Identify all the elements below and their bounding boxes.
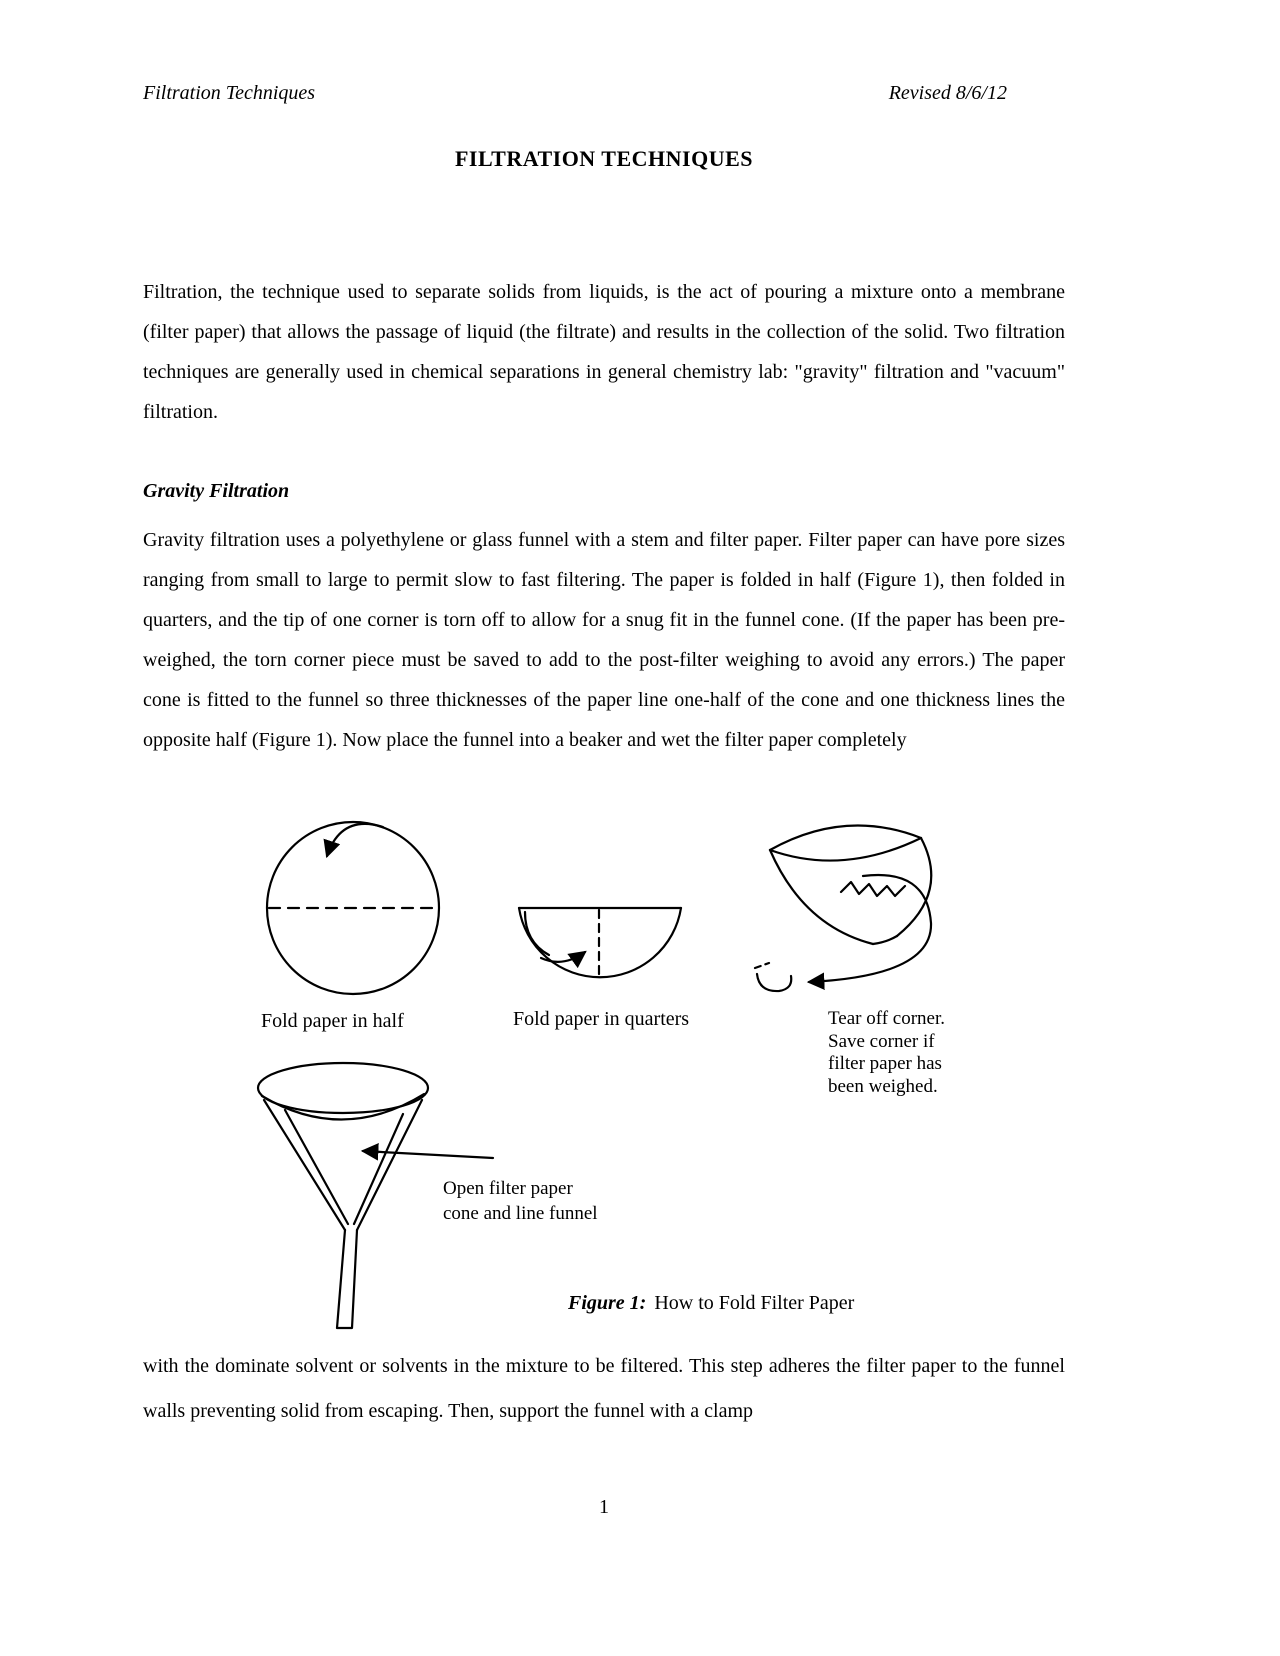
continuation-paragraph: with the dominate solvent or solvents in the mixture to be filtered. This step adheres the filter paper to the funnel walls preventing solid from escaping. Then, support the funnel with a clamp [143,1355,1065,1422]
caption-line: filter paper has [828,1053,942,1074]
figure-caption-label: Figure 1: [568,1292,647,1314]
annotation-line: cone and line funnel [443,1203,598,1224]
caption-tear-corner [828,1008,945,1098]
gravity-filtration-paragraph: Gravity filtration uses a polyethylene or glass funnel with a stem and filter paper. Filter paper can have pore sizes ranging from small to large to permit slow to fast filtering. The paper is folded in half (Figure 1), then folded in quarters, and the tip of one corner is torn off to allow for a snug fit in the funnel cone. (If the paper has been pre-weighed, the torn corner piece must be saved to add to the post-filter weighing to avoid any errors.) The paper cone is fitted to the funnel so three thicknesses of the paper line one-half of the cone and one thickness lines the opposite half (Figure 1). Now place the funnel into a beaker and wet the filter paper completely [143,529,1065,751]
page-number: 1 [599,1496,609,1518]
figure-caption [568,1292,854,1315]
figure-1 [143,808,1065,1353]
document-content [143,0,1065,1656]
intro-paragraph: Filtration, the technique used to separate solids from liquids, is the act of pouring a mixture onto a membrane (filter paper) that allows the passage of liquid (the filtrate) and results in the collection of the solid. Two filtration techniques are generally used in chemical separations in general chemistry lab: "gravity" filtration and "vacuum" filtration. [143,281,1065,423]
caption-line: Save corner if [828,1030,935,1052]
annotation-line: Open filter paper [443,1178,573,1199]
section-heading-gravity-filtration: Gravity Filtration [143,480,290,502]
header-revision-date: Revised 8/6/12 [888,82,1007,104]
caption-fold-quarters: Fold paper in quarters [513,1008,690,1030]
running-header [143,82,1065,105]
fold-quarters-diagram [515,900,685,984]
tear-corner-diagram [745,818,970,1013]
page-title: FILTRATION TECHNIQUES [454,146,753,171]
header-document-title: Filtration Techniques [143,82,316,104]
caption-line: Tear off corner. [828,1008,946,1029]
figure-caption-text: How to Fold Filter Paper [654,1292,855,1314]
caption-fold-half: Fold paper in half [261,1010,404,1032]
caption-line: been weighed. [828,1075,938,1097]
funnel-annotation [443,1176,598,1226]
fold-half-circle-diagram [263,814,443,998]
